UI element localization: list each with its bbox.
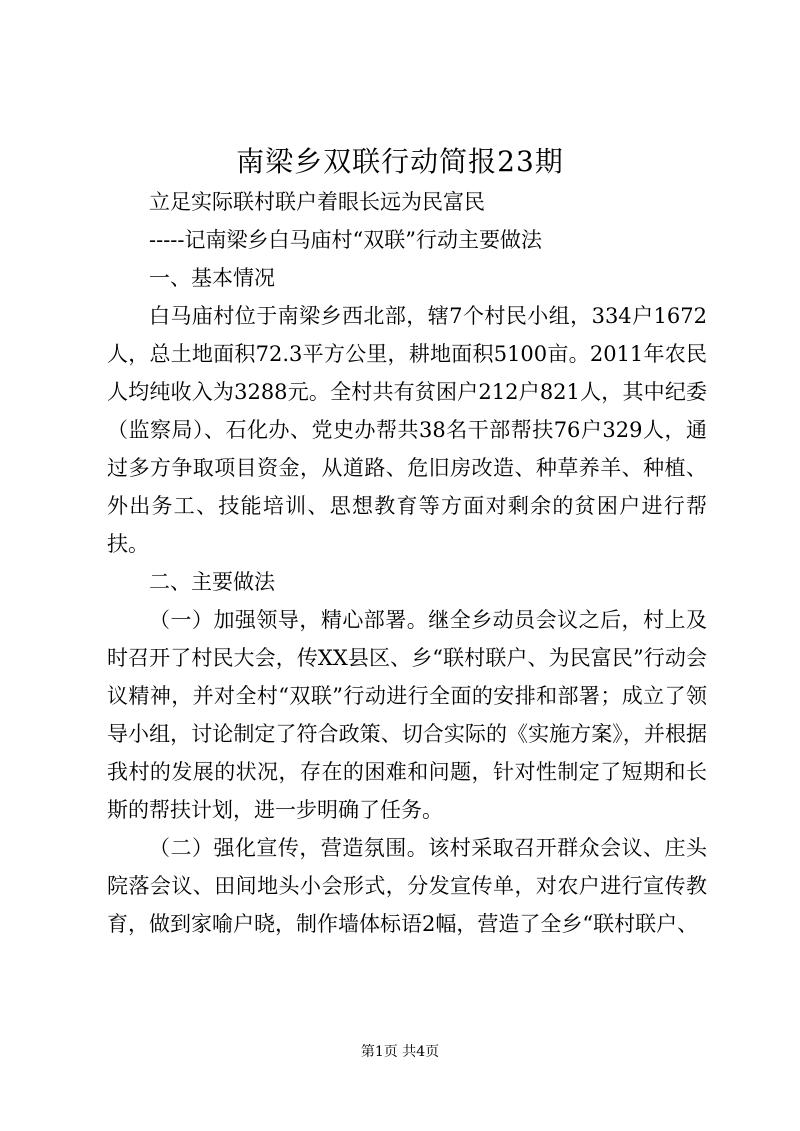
- page-number-footer: 第1页 共4页: [360, 1044, 440, 1060]
- document-subtitle: 立足实际联村联户着眼长远为民富民: [149, 190, 485, 214]
- document-sub-subtitle: -----记南梁乡白马庙村“双联”行动主要做法: [149, 228, 542, 252]
- section-heading-main-practices: 二、主要做法: [149, 570, 275, 594]
- section-heading-basic-situation: 一、基本情况: [149, 266, 275, 290]
- paragraph-basic-situation: 白马庙村位于南梁乡西北部，辖7个村民小组，334户1672人，总土地面积72.3平方公里，耕地面积5100亩。2011年农民人均纯收入为3288元。全村共有贫困户212户821人，其中纪委（监察局）、石化办、党史办帮共38名干部帮扶76户329人，通过多方争取项目资金，从道路、危旧房改造、种草养羊、种植、外出务工、技能培训、思想教育等方面对剩余的贫困户进行帮扶。: [107, 304, 707, 556]
- document-title: 南梁乡双联行动简报23期: [236, 145, 564, 178]
- paragraph-publicity: （二）强化宣传，营造氛围。该村采取召开群众会议、庄头院落会议、田间地头小会形式，分发宣传单，对农户进行宣传教育，做到家喻户晓，制作墙体标语2幅，营造了全乡“联村联户、: [107, 836, 707, 936]
- paragraph-leadership: （一）加强领导，精心部署。继全乡动员会议之后，村上及时召开了村民大会，传XX县区、乡“联村联户、为民富民”行动会议精神，并对全村“双联”行动进行全面的安排和部署；成立了领导小组，讨论制定了符合政策、切合实际的《实施方案》，并根据我村的发展的状况，存在的困难和问题，针对性制定了短期和长斯的帮扶计划，进一步明确了任务。: [107, 608, 707, 822]
- document-body: [107, 183, 707, 943]
